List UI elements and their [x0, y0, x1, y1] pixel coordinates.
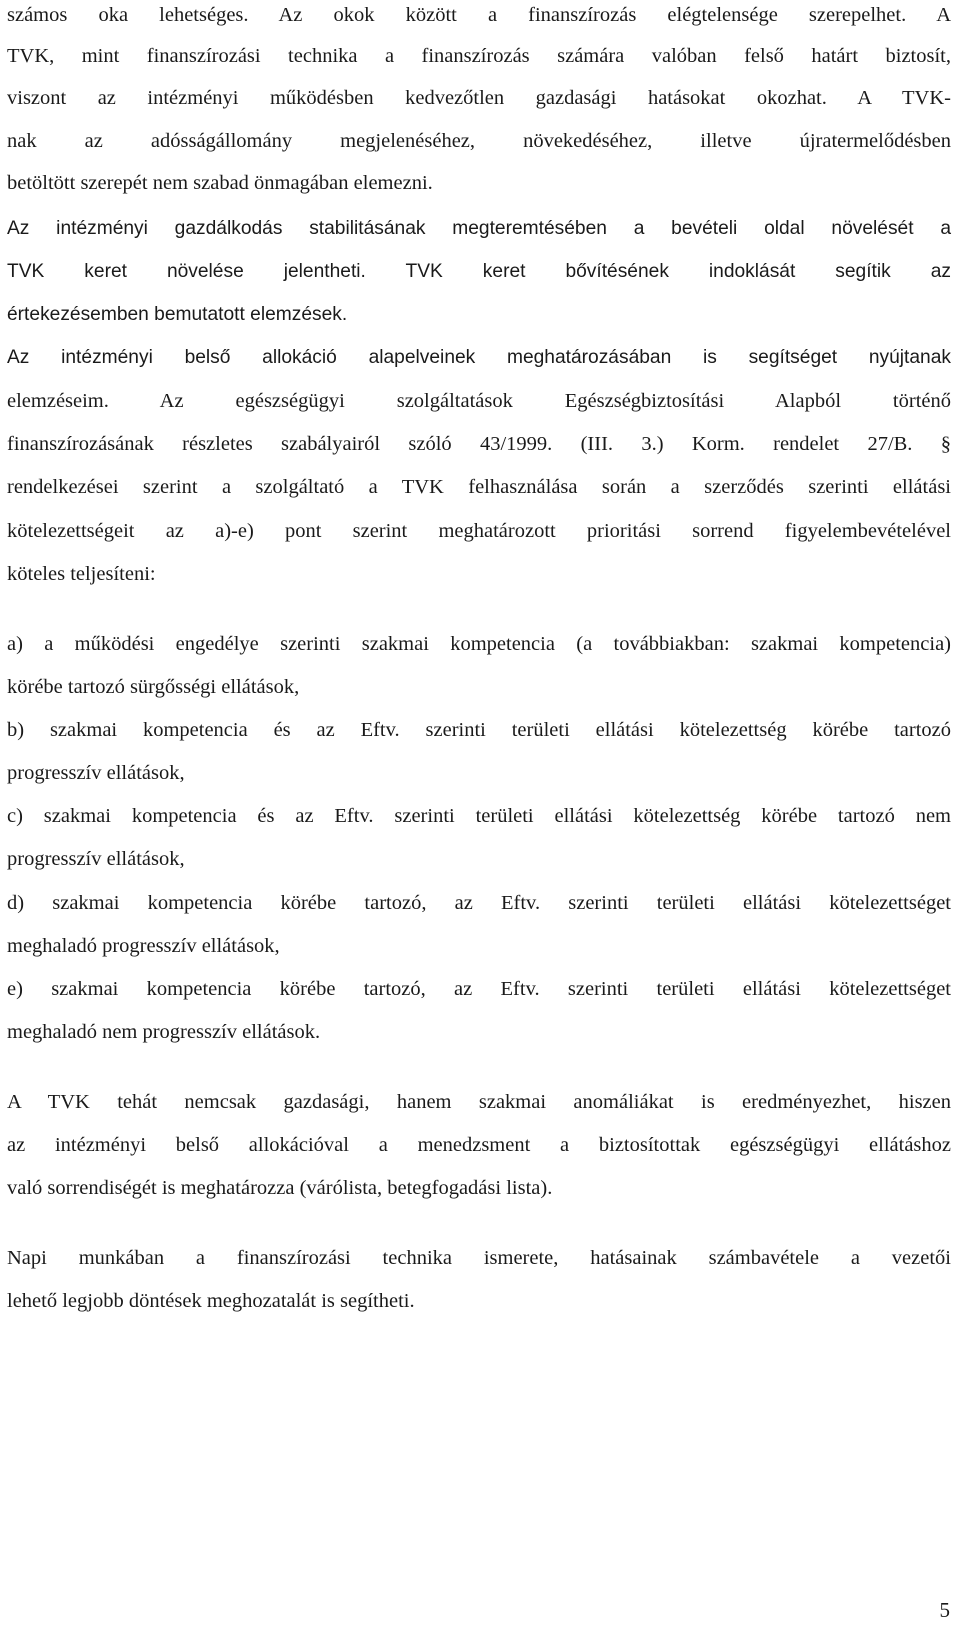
text-line: köteles teljesíteni:: [7, 563, 156, 585]
text-line: való sorrendiségét is meghatározza (várólista, betegfogadási lista).: [7, 1177, 553, 1199]
text-line: Az intézményi belső allokáció alapelveinek meghatározásában is segítséget nyújtanak: [7, 347, 951, 368]
text-line: körébe tartozó sürgősségi ellátások,: [7, 676, 300, 698]
text-line: viszont az intézményi működésben kedvezőtlen gazdasági hatásokat okozhat. A TVK-: [7, 87, 951, 109]
text-line: elemzéseim. Az egészségügyi szolgáltatások Egészségbiztosítási Alapból történő: [7, 390, 951, 412]
text-line: lehető legjobb döntések meghozatalát is segítheti.: [7, 1290, 415, 1312]
text-line: betöltött szerepét nem szabad önmagában elemezni.: [7, 172, 433, 194]
page-number: 5: [939, 1598, 950, 1622]
text-line: értekezésemben bemutatott elemzések.: [7, 304, 348, 325]
list-item-a: a) a működési engedélye szerinti szakmai kompetencia (a továbbiakban: szakmai kompetencia): [7, 633, 951, 655]
text-line: nak az adósságállomány megjelenéséhez, növekedéséhez, illetve újratermelődésben: [7, 130, 951, 152]
text-line: TVK keret növelése jelentheti. TVK keret bővítésének indoklását segítik az: [7, 261, 951, 282]
text-line: Az intézményi gazdálkodás stabilitásának megteremtésében a bevételi oldal növelését a: [7, 218, 951, 239]
text-line: TVK, mint finanszírozási technika a finanszírozás számára valóban felső határt biztosít,: [7, 45, 951, 67]
text-line: Napi munkában a finanszírozási technika ismerete, hatásainak számbavétele a vezetői: [7, 1247, 951, 1269]
text-line: A TVK tehát nemcsak gazdasági, hanem szakmai anomáliákat is eredményezhet, hiszen: [7, 1091, 951, 1113]
list-item-c: c) szakmai kompetencia és az Eftv. szerinti területi ellátási kötelezettség körébe tartozó nem: [7, 805, 951, 827]
text-line: meghaladó nem progresszív ellátások.: [7, 1021, 321, 1043]
text-line: az intézményi belső allokációval a menedzsment a biztosítottak egészségügyi ellátáshoz: [7, 1134, 951, 1156]
text-line: meghaladó progresszív ellátások,: [7, 935, 280, 957]
text-line: finanszírozásának részletes szabályairól szóló 43/1999. (III. 3.) Korm. rendelet 27/B. §: [7, 433, 951, 455]
text-line: progresszív ellátások,: [7, 762, 185, 784]
list-item-b: b) szakmai kompetencia és az Eftv. szerinti területi ellátási kötelezettség körébe tartozó: [7, 719, 951, 741]
list-item-e: e) szakmai kompetencia körébe tartozó, az Eftv. szerinti területi ellátási kötelezettséget: [7, 978, 951, 1000]
text-line: rendelkezései szerint a szolgáltató a TVK felhasználása során a szerződés szerinti ellátási: [7, 476, 951, 498]
list-item-d: d) szakmai kompetencia körébe tartozó, az Eftv. szerinti területi ellátási kötelezettséget: [7, 892, 951, 914]
text-line: számos oka lehetséges. Az okok között a finanszírozás elégtelensége szerepelhet. A: [7, 4, 951, 26]
text-line: progresszív ellátások,: [7, 848, 185, 870]
text-line: kötelezettségeit az a)-e) pont szerint meghatározott prioritási sorrend figyelembevételével: [7, 520, 951, 542]
